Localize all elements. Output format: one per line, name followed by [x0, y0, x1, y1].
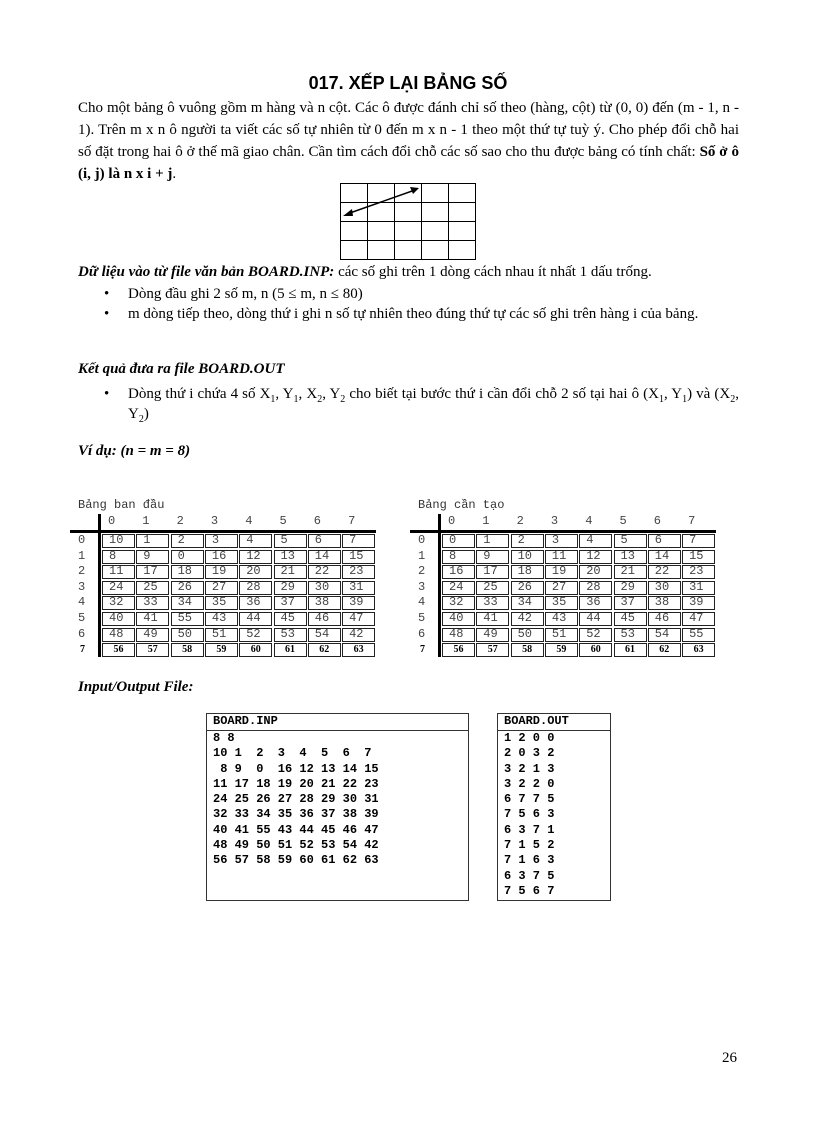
intro-end: . — [172, 166, 177, 182]
subscript: 1 — [682, 394, 688, 405]
board-out-box — [497, 713, 611, 901]
column-header: 2 — [516, 514, 524, 528]
table-cell: 30 — [648, 581, 681, 595]
output-bullet-text: ) — [143, 406, 149, 422]
file-line: 2 0 3 2 — [504, 746, 555, 761]
table-cell: 37 — [614, 596, 647, 610]
file-line: 3 2 1 3 — [504, 761, 555, 776]
column-header: 4 — [245, 514, 253, 528]
column-header: 1 — [142, 514, 150, 528]
table-cell: 1 — [476, 534, 509, 548]
page-number: 26 — [722, 1050, 737, 1066]
table-cell: 22 — [308, 565, 341, 579]
table-cell: 34 — [511, 596, 544, 610]
file-line: 6 3 7 5 — [504, 868, 555, 883]
table-cell: 8 — [102, 550, 135, 564]
table-cell: 2 — [171, 534, 204, 548]
table-cell: 56 — [442, 643, 475, 657]
table-cell: 4 — [239, 534, 272, 548]
table-cell: 25 — [476, 581, 509, 595]
table-cell: 52 — [579, 628, 612, 642]
table-cell: 53 — [274, 628, 307, 642]
table-cell: 1 — [136, 534, 169, 548]
table-cell: 21 — [614, 565, 647, 579]
table-cell: 44 — [239, 612, 272, 626]
subscript: 2 — [317, 394, 323, 405]
table-cell: 63 — [342, 643, 375, 657]
output-bullet-text: , X — [298, 386, 318, 402]
table-cell: 46 — [308, 612, 341, 626]
input-bullet-1: Dòng đầu ghi 2 số m, n (5 ≤ m, n ≤ 80) — [128, 286, 363, 302]
table-cell: 8 — [442, 550, 475, 564]
column-header: 0 — [108, 514, 116, 528]
table-cell: 45 — [274, 612, 307, 626]
table-cell: 3 — [545, 534, 578, 548]
table-cell: 11 — [102, 565, 135, 579]
row-header: 3 — [418, 579, 426, 594]
output-bullet-text: , Y — [275, 386, 294, 402]
table-cell: 36 — [239, 596, 272, 610]
table-label: Bảng cần tạo — [418, 498, 505, 512]
bullet-icon: • — [104, 386, 110, 402]
subscript: 1 — [658, 394, 664, 405]
table-cell: 7 — [342, 534, 375, 548]
table-cell: 54 — [308, 628, 341, 642]
intro-paragraph — [78, 97, 739, 185]
column-header: 3 — [550, 514, 559, 528]
file-line: 1 2 0 0 — [504, 731, 555, 745]
table-cell: 57 — [136, 643, 169, 657]
board-inp-lines — [207, 731, 468, 869]
output-bullet-text: Dòng thứ i chứa 4 số X — [128, 386, 271, 402]
table-cell: 46 — [648, 612, 681, 626]
table-cell: 13 — [274, 550, 307, 564]
row-header: 5 — [418, 611, 426, 625]
table-cell: 44 — [579, 612, 612, 626]
subscript: 1 — [270, 394, 276, 405]
table-cell: 62 — [308, 643, 341, 657]
intro-text: Cho một bảng ô vuông gồm m hàng và n cột. Các ô được đánh chỉ số theo (hàng, cột) từ (0, 0) đến (m - 1, n - 1). Trên m x n ô người ta viết các số tự nhiên từ 0 đến m x n - 1 theo một thứ tự tuỳ ý. Cho phép đổi chỗ hai số đặt trong hai ô ở thế mã giao chân. Cần tìm cách đổi chỗ các số sao cho thu được bảng có tính chất: — [78, 100, 739, 160]
subscript: 2 — [138, 414, 144, 425]
input-bullet-2: m dòng tiếp theo, dòng thứ i ghi n số tự nhiên theo đúng thứ tự các số ghi trên hàng i của bảng. — [128, 306, 699, 322]
table-cell: 21 — [274, 565, 307, 579]
table-cell: 5 — [614, 534, 647, 548]
io-heading: Input/Output File: — [78, 679, 194, 695]
column-header: 5 — [279, 514, 287, 528]
table-cell: 42 — [511, 612, 544, 626]
row-header: 2 — [78, 564, 86, 579]
table-cell: 38 — [648, 596, 681, 610]
subscript: 2 — [340, 394, 346, 405]
file-line: 7 5 6 7 — [504, 883, 555, 898]
table-cell: 5 — [274, 534, 307, 548]
table-cell: 29 — [614, 581, 647, 595]
column-header: 4 — [585, 514, 593, 528]
row-header: 4 — [418, 595, 426, 610]
table-cell: 31 — [342, 581, 375, 595]
file-line: 48 49 50 51 52 53 54 42 — [213, 838, 379, 853]
table-cell: 35 — [205, 596, 238, 610]
file-line: 7 5 6 3 — [504, 807, 555, 822]
table-cell: 16 — [205, 550, 238, 564]
table-cell: 3 — [205, 534, 238, 548]
table-cell: 23 — [342, 565, 375, 579]
table-cell: 27 — [545, 581, 578, 595]
arrow-head-left-icon — [343, 209, 353, 216]
table-cell: 4 — [579, 534, 612, 548]
table-cell: 43 — [545, 612, 578, 626]
table-cell: 47 — [342, 612, 375, 626]
file-line: 11 17 18 19 20 21 22 23 — [213, 776, 379, 791]
table-cell: 59 — [205, 643, 238, 657]
output-bullet-text: , Y — [128, 386, 739, 422]
file-line: 7 1 6 3 — [504, 853, 555, 868]
table-cell: 60 — [239, 643, 272, 657]
table-cell: 13 — [614, 550, 647, 564]
table-cell: 25 — [136, 581, 169, 595]
table-cell: 32 — [102, 596, 135, 610]
file-line: 32 33 34 35 36 37 38 39 — [213, 807, 379, 822]
row-header: 1 — [78, 548, 86, 563]
input-desc: các số ghi trên 1 dòng cách nhau ít nhất 1 dấu trống. — [334, 264, 652, 280]
table-cell: 10 — [511, 550, 544, 564]
table-cell: 6 — [308, 534, 341, 548]
table-cell: 15 — [682, 550, 715, 564]
table-cell: 56 — [102, 643, 135, 657]
table-cell: 48 — [442, 628, 475, 642]
output-bullet-text: cho biết tại bước thứ i cần đổi chỗ 2 số tại hai ô (X — [345, 386, 659, 402]
input-heading: Dữ liệu vào từ file văn bản BOARD.INP: — [78, 264, 335, 280]
column-header: 0 — [448, 514, 456, 528]
column-header: 6 — [653, 514, 661, 528]
row-header: 1 — [418, 548, 426, 563]
file-line: 6 7 7 5 — [504, 792, 555, 807]
table-cell: 24 — [102, 581, 135, 595]
table-cell: 62 — [648, 643, 681, 657]
table-cell: 40 — [442, 612, 475, 626]
table-cell: 42 — [342, 628, 375, 642]
file-line: 6 3 7 1 — [504, 822, 555, 837]
table-cell: 61 — [614, 643, 647, 657]
table-cell: 57 — [476, 643, 509, 657]
column-header: 7 — [348, 514, 356, 528]
table-cell: 38 — [308, 596, 341, 610]
table-cell: 28 — [239, 581, 272, 595]
table-cell: 55 — [171, 612, 204, 626]
table-cell: 51 — [545, 628, 578, 642]
file-line: 8 9 0 16 12 13 14 15 — [213, 761, 379, 776]
table-cell: 14 — [308, 550, 341, 564]
row-header: 2 — [418, 564, 426, 579]
row-header: 0 — [78, 533, 86, 547]
table-cell: 33 — [136, 596, 169, 610]
intro-property: Số ở ô (i, j) là n x i + j — [78, 144, 739, 182]
table-cell: 28 — [579, 581, 612, 595]
table-cell: 63 — [682, 643, 715, 657]
table-cell: 36 — [579, 596, 612, 610]
table-cell: 20 — [239, 565, 272, 579]
table-cell: 40 — [102, 612, 135, 626]
table-cell: 2 — [511, 534, 544, 548]
table-cell: 29 — [274, 581, 307, 595]
table-cell: 17 — [476, 565, 509, 579]
table-cell: 39 — [682, 596, 715, 610]
table-cell: 58 — [511, 643, 544, 657]
table-cell: 41 — [476, 612, 509, 626]
table-cell: 49 — [136, 628, 169, 642]
example-heading: Ví dụ: (n = m = 8) — [78, 443, 191, 459]
board-inp-box — [206, 713, 469, 901]
table-cell: 37 — [274, 596, 307, 610]
file-line: 10 1 2 3 4 5 6 7 — [213, 746, 372, 761]
row-header: 5 — [78, 611, 86, 625]
table-cell: 52 — [239, 628, 272, 642]
table-cell: 10 — [102, 534, 135, 548]
row-header: 7 — [80, 644, 85, 656]
table-cell: 49 — [476, 628, 509, 642]
table-cell: 43 — [205, 612, 238, 626]
table-cell: 50 — [511, 628, 544, 642]
subscript: 2 — [730, 394, 736, 405]
column-header: 2 — [176, 514, 184, 528]
output-bullet-text: , Y — [663, 386, 683, 402]
input-description — [78, 263, 652, 281]
table-cell: 39 — [342, 596, 375, 610]
file-line: 24 25 26 27 28 29 30 31 — [213, 792, 379, 807]
table-cell: 41 — [136, 612, 169, 626]
column-header: 1 — [482, 514, 490, 528]
output-bullet-text: ) và (X — [687, 386, 731, 402]
table-label: Bảng ban đầu — [78, 498, 165, 512]
board-out-title: BOARD.OUT — [498, 714, 610, 731]
file-line: 56 57 58 59 60 61 62 63 — [213, 853, 379, 868]
table-cell: 59 — [545, 643, 578, 657]
column-header: 7 — [688, 514, 696, 528]
table-cell: 45 — [614, 612, 647, 626]
table-cell: 12 — [239, 550, 272, 564]
knight-move-diagram — [340, 183, 480, 261]
table-cell: 30 — [308, 581, 341, 595]
table-cell: 55 — [682, 628, 715, 642]
table-cell: 14 — [648, 550, 681, 564]
file-line: 7 1 5 2 — [504, 838, 555, 853]
table-cell: 7 — [682, 534, 715, 548]
table-cell: 6 — [648, 534, 681, 548]
table-cell: 32 — [442, 596, 475, 610]
file-line: 3 2 2 0 — [504, 776, 555, 791]
table-cell: 26 — [511, 581, 544, 595]
page-title: 017. XẾP LẠI BẢNG SỐ — [308, 73, 508, 93]
column-header: 3 — [210, 514, 219, 528]
table-cell: 22 — [648, 565, 681, 579]
table-cell: 0 — [442, 534, 475, 548]
output-heading: Kết quả đưa ra file BOARD.OUT — [78, 361, 285, 377]
row-header: 7 — [420, 644, 425, 656]
row-header: 0 — [418, 533, 426, 547]
column-header: 5 — [619, 514, 627, 528]
table-cell: 35 — [545, 596, 578, 610]
table-cell: 16 — [442, 565, 475, 579]
table-cell: 47 — [682, 612, 715, 626]
row-header-divider — [438, 514, 441, 657]
file-line: 40 41 55 43 44 45 46 47 — [213, 822, 379, 837]
table-cell: 60 — [579, 643, 612, 657]
table-cell: 9 — [136, 550, 169, 564]
row-header: 4 — [78, 595, 86, 610]
table-cell: 33 — [476, 596, 509, 610]
table-cell: 27 — [205, 581, 238, 595]
table-cell: 9 — [476, 550, 509, 564]
table-cell: 34 — [171, 596, 204, 610]
table-cell: 53 — [614, 628, 647, 642]
table-cell: 19 — [545, 565, 578, 579]
table-cell: 15 — [342, 550, 375, 564]
table-cell: 24 — [442, 581, 475, 595]
row-header: 3 — [78, 579, 86, 594]
table-cell: 54 — [648, 628, 681, 642]
board-inp-title: BOARD.INP — [207, 714, 468, 731]
table-cell: 18 — [171, 565, 204, 579]
table-cell: 48 — [102, 628, 135, 642]
output-bullet-text: , Y — [322, 386, 341, 402]
table-cell: 50 — [171, 628, 204, 642]
table-cell: 31 — [682, 581, 715, 595]
row-header-divider — [98, 514, 101, 657]
file-line: 8 8 — [213, 731, 235, 745]
row-header: 6 — [418, 626, 426, 641]
table-cell: 17 — [136, 565, 169, 579]
column-header: 6 — [313, 514, 321, 528]
subscript: 1 — [293, 394, 299, 405]
board-out-lines — [498, 731, 610, 899]
table-cell: 23 — [682, 565, 715, 579]
output-bullet — [128, 384, 739, 424]
bullet-icon: • — [104, 286, 110, 302]
table-cell: 0 — [171, 550, 204, 564]
table-cell: 19 — [205, 565, 238, 579]
table-cell: 51 — [205, 628, 238, 642]
table-cell: 26 — [171, 581, 204, 595]
table-cell: 58 — [171, 643, 204, 657]
row-header: 6 — [78, 626, 86, 641]
table-cell: 61 — [274, 643, 307, 657]
table-cell: 11 — [545, 550, 578, 564]
table-cell: 20 — [579, 565, 612, 579]
bullet-icon: • — [104, 306, 110, 322]
table-cell: 12 — [579, 550, 612, 564]
table-cell: 18 — [511, 565, 544, 579]
